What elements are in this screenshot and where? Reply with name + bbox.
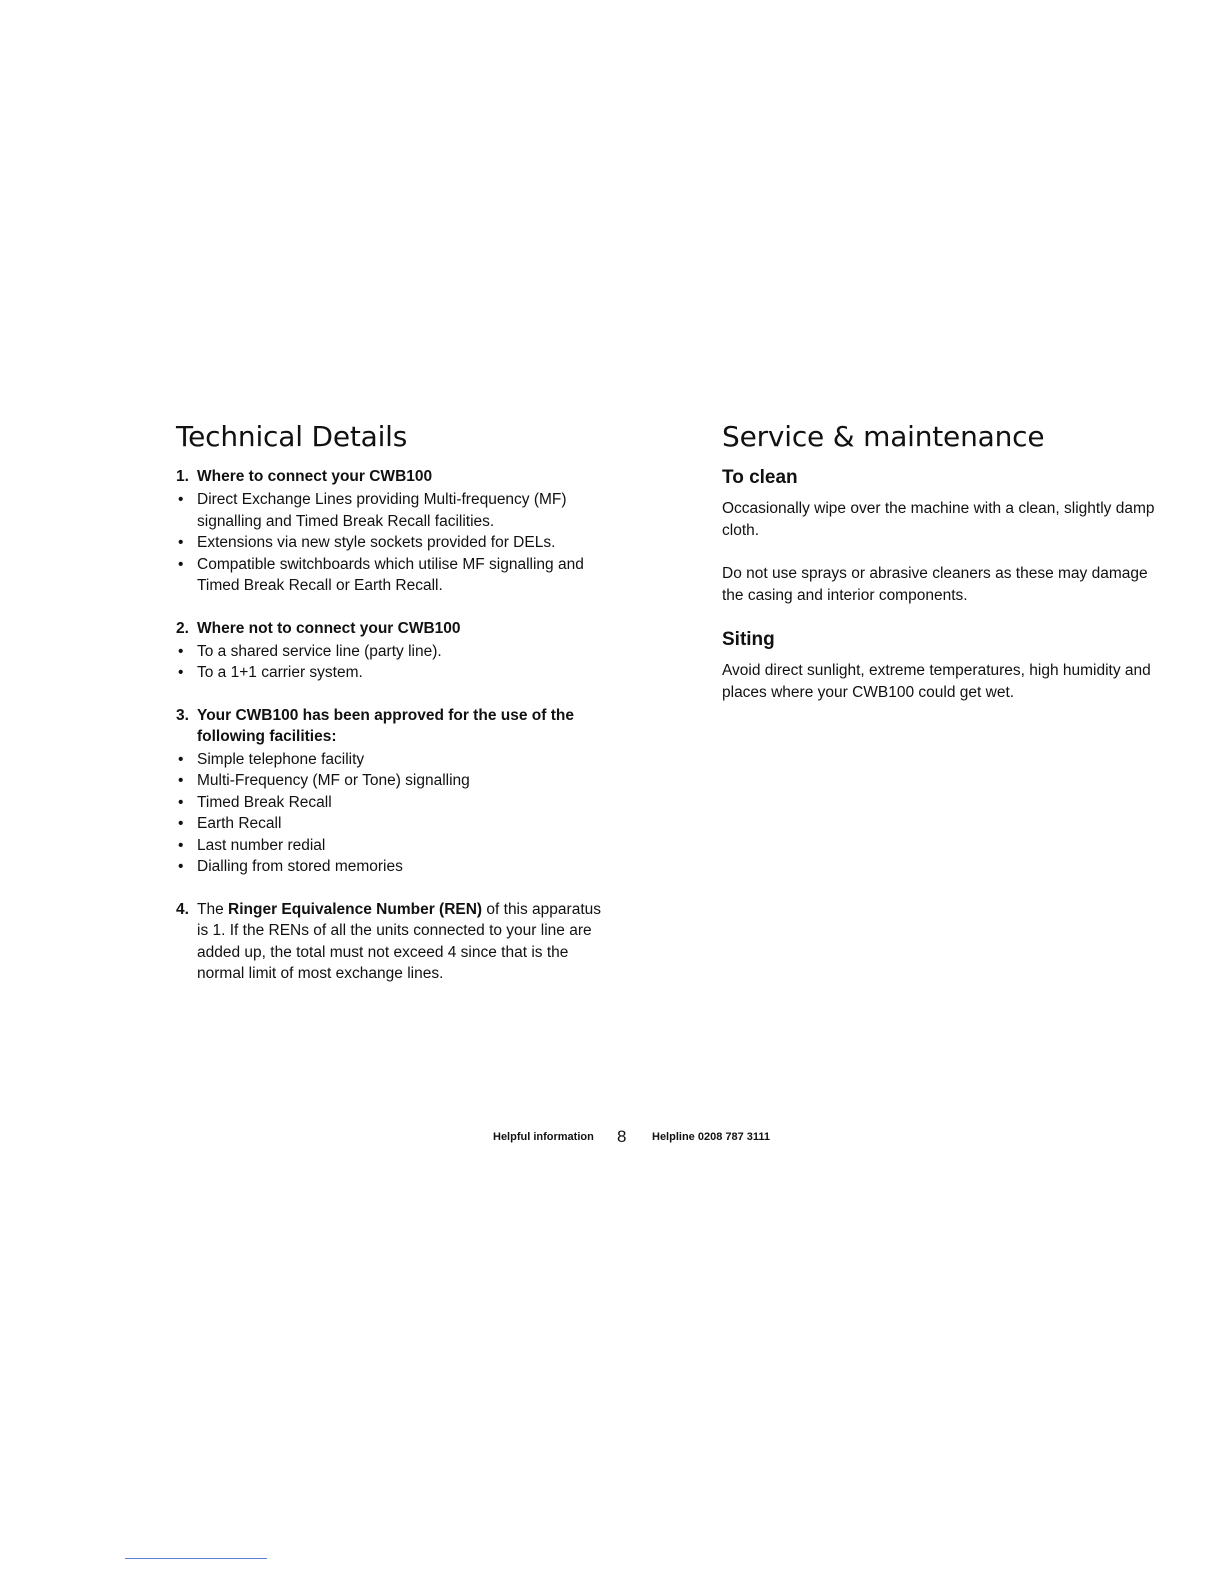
list-item: • To a 1+1 carrier system. [176,662,616,684]
siting-heading: Siting [722,629,775,650]
section-3-number: 3. [176,706,189,724]
footer-section-label: Helpful information [493,1131,594,1143]
section-4-bold: Ringer Equivalence Number (REN) [228,900,483,918]
to-clean-paragraph-1: Occasionally wipe over the machine with a clean, slightly damp cloth. [722,500,1155,539]
section-3-heading [176,705,616,747]
section-where-to-connect [176,466,616,597]
list-item: • Last number redial [176,835,616,857]
technical-details-column [176,420,616,1006]
to-clean-heading: To clean [722,467,798,488]
list-item: • Earth Recall [176,813,616,835]
section-where-not-to-connect [176,618,616,684]
to-clean-section [722,466,1172,607]
list-item: • Compatible switchboards which utilise MF signalling and Timed Break Recall or Earth Recall. [176,554,616,597]
section-3-list [176,749,616,878]
page-number: 8 [617,1127,627,1146]
siting-section [722,628,1172,704]
section-4-post: of this apparatus is 1. If the RENs of all the units connected to your line are added up, the total must not exceed 4 since that is the normal limit of most exchange lines. [197,900,602,982]
section-approved-facilities [176,705,616,878]
list-item: • Extensions via new style sockets provided for DELs. [176,532,616,554]
service-maintenance-title: Service & maintenance [722,420,1045,453]
section-4-text [197,899,616,985]
section-2-list [176,641,616,684]
siting-paragraph: Avoid direct sunlight, extreme temperatures, high humidity and places where your CWB100 could get wet. [722,662,1151,701]
section-1-heading-text: Where to connect your CWB100 [197,468,433,485]
service-maintenance-column [722,420,1172,725]
section-1-number: 1. [176,468,189,485]
section-1-list [176,489,616,597]
section-3-heading-text: Your CWB100 has been approved for the use of the following facilities: [197,706,574,745]
section-4-number: 4. [176,900,189,918]
section-2-number: 2. [176,619,189,637]
section-1-heading [176,466,616,487]
footer-helpline: Helpline 0208 787 3111 [652,1131,771,1143]
bottom-divider [125,1558,267,1559]
section-4-pre: The [197,900,229,918]
list-item: • Dialling from stored memories [176,856,616,878]
technical-details-title: Technical Details [176,420,408,453]
list-item: • Direct Exchange Lines providing Multi-frequency (MF) signalling and Timed Break Recall facilities. [176,489,616,532]
page-footer [0,1127,1224,1149]
list-item: • Timed Break Recall [176,792,616,814]
section-2-heading-text: Where not to connect your CWB100 [197,619,461,637]
list-item: • Multi-Frequency (MF or Tone) signalling [176,770,616,792]
list-item: • To a shared service line (party line). [176,641,616,663]
to-clean-paragraph-2: Do not use sprays or abrasive cleaners as these may damage the casing and interior components. [722,565,1148,604]
section-ren [176,899,616,985]
list-item: • Simple telephone facility [176,749,616,771]
section-2-heading [176,618,616,639]
